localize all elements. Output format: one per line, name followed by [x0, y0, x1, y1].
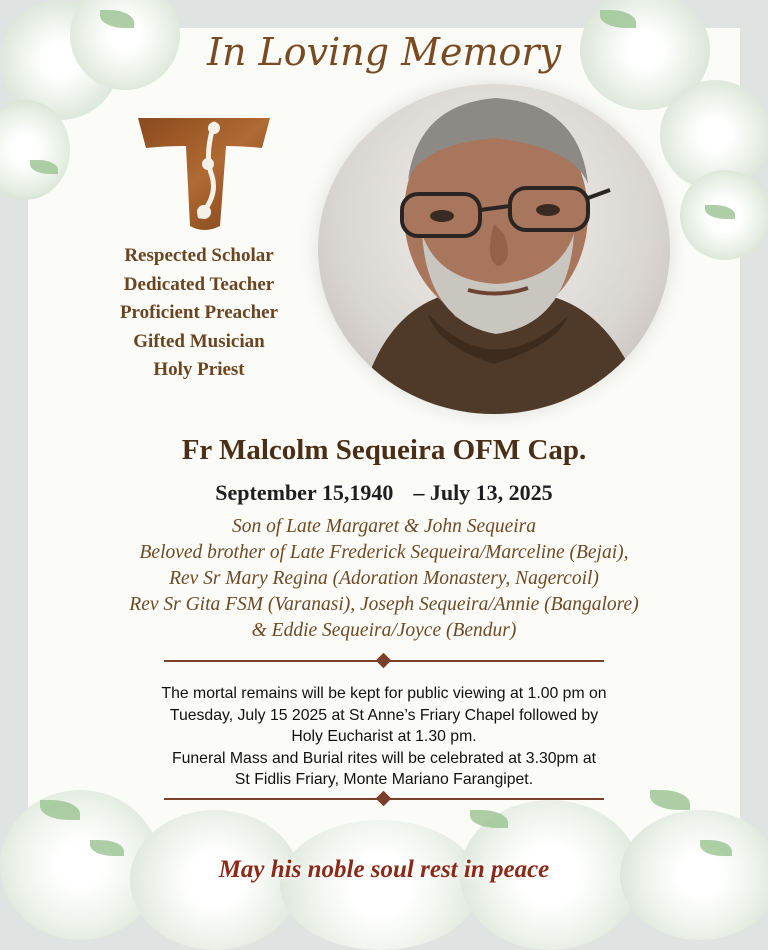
closing-prayer: May his noble soul rest in peace [218, 856, 550, 883]
family-line: & Eddie Sequeira/Joyce (Bendur) [251, 620, 517, 641]
death-date: – July 13, 2025 [413, 480, 553, 505]
family-line: Son of Late Margaret & John Sequeira [231, 516, 537, 537]
virtues-list [90, 242, 308, 385]
ornamental-divider [164, 660, 604, 662]
deceased-name: Fr Malcolm Sequeira OFM Cap. [181, 434, 587, 466]
ornamental-divider [164, 798, 604, 800]
virtue-item: Dedicated Teacher [123, 273, 275, 295]
tau-cross-icon [134, 116, 274, 234]
virtue-item: Gifted Musician [133, 330, 265, 352]
family-line: Rev Sr Mary Regina (Adoration Monastery, Nagercoil) [169, 568, 599, 589]
virtue-item: Proficient Preacher [119, 302, 279, 323]
service-line: Holy Eucharist at 1.30 pm. [291, 728, 477, 745]
family-line: Beloved brother of Late Frederick Sequeira/Marceline (Bejai), [139, 542, 629, 563]
virtue-item: Holy Priest [153, 359, 245, 380]
service-line: St Fidlis Friary, Monte Mariano Farangipet. [234, 771, 534, 788]
service-details [0, 683, 768, 791]
service-line: Tuesday, July 15 2025 at St Anne’s Friary Chapel followed by [169, 706, 599, 724]
service-line: Funeral Mass and Burial rites will be celebrated at 3.30pm at [171, 749, 597, 767]
family-details [0, 514, 768, 644]
birth-date: September 15,1940 [215, 480, 394, 505]
virtue-item: Respected Scholar [124, 245, 274, 266]
priest-portrait [318, 84, 670, 414]
family-line: Rev Sr Gita FSM (Varanasi), Joseph Sequeira/Annie (Bangalore) [129, 594, 639, 615]
life-dates [0, 480, 768, 506]
page-title: In Loving Memory [206, 30, 562, 74]
service-line: The mortal remains will be kept for public viewing at 1.00 pm on [161, 685, 607, 702]
